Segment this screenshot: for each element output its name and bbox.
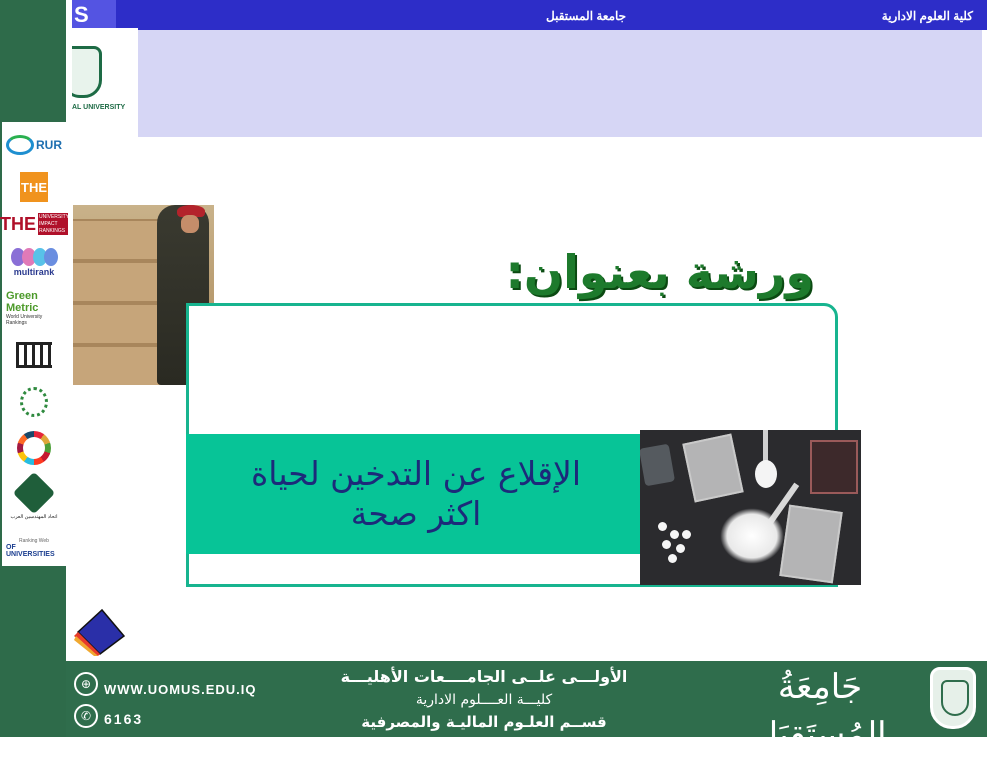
greenmetric-logo [6,288,62,328]
university-title: جامعة المستقبل [546,9,627,23]
footer-emblem-icon [930,667,976,729]
header-band [138,30,982,137]
footer-line-2: كليـــة العــــلوم الادارية [415,692,553,708]
the-impact-label: THE [0,213,36,234]
the-logo [6,172,62,202]
arab-rankings-logo [6,382,62,422]
phone-icon: ✆ [74,704,98,728]
pill [676,544,685,553]
workshop-title: ورشة بعنوان: [505,245,814,299]
the-label: THE [20,172,48,202]
top-header-bar [72,0,987,30]
header-s-letter: S [72,0,116,30]
greenmetric-label: Green Metric [6,290,39,314]
webometrics-bottom: OF UNIVERSITIES [6,544,55,558]
rur-eye-icon [6,135,34,155]
footer-center-text [334,665,634,733]
columns-building-icon [6,340,62,370]
pill [662,540,671,549]
rankings-sidebar [0,122,70,566]
star-emblem-icon [13,472,55,514]
the-impact-strip: UNIVERSITY IMPACT RANKINGS [39,214,70,234]
webometrics-top: Ranking Web [19,538,49,544]
lighter-shape [640,444,675,487]
multirank-label: multirank [13,266,55,277]
pill [670,530,679,539]
soldier-face [181,215,199,233]
footer-brand-english: AL-MUSTAQBAL UNIVERSITY [730,762,910,774]
multirank-logo [6,242,62,282]
college-title: كلية العلوم الادارية [881,9,973,23]
book-icon [72,606,126,656]
arab-engineers-logo [6,474,62,524]
pill-bag [810,440,858,494]
footer-brand-arabic: جَامِعَةُ المُستَقبَل [753,667,887,755]
subtitle-line-2: اكثر صحة [350,494,482,533]
pill [658,522,667,531]
sdg-logo [6,428,62,468]
university-logo-text: AL UNIVERSITY [72,104,126,111]
drugs-photo [640,430,861,585]
footer-website[interactable]: WWW.UOMUS.EDU.IQ [104,682,257,697]
greenmetric-sub: World University Rankings [6,314,43,326]
footer-bar [66,661,987,774]
powder-bag [682,433,743,502]
university-logo [72,28,138,128]
webometrics-logo [6,536,62,560]
footer-brand [724,663,916,777]
powder-pile [720,508,784,564]
sdg-wheel-icon [17,431,51,465]
footer-line-1: الأولـــى علــى الجامــــعات الأهليـــة [340,667,628,686]
rur-logo [6,130,62,160]
seized-packages [73,219,161,385]
rur-label: RUR [36,138,62,152]
university-emblem-icon [72,46,102,98]
footer-line-3: قســم العلـوم الماليـة والمصرفية [361,713,607,731]
columns-icon [16,342,52,368]
the-impact-logo [0,212,70,236]
pill [682,530,691,539]
powder-bag-large [779,505,842,584]
subtitle-line-1: الإقلاع عن التدخين لحياة [250,454,582,493]
wreath-icon [20,387,48,417]
workshop-subtitle-banner [186,434,646,554]
pill [668,554,677,563]
footer-phone[interactable]: 6163 [104,711,144,727]
globe-icon: ⊕ [74,672,98,696]
arab-engineers-text: اتحاد المهندسين العرب [10,514,58,520]
multirank-dots-icon [11,248,58,266]
spoon-shape [754,430,778,492]
